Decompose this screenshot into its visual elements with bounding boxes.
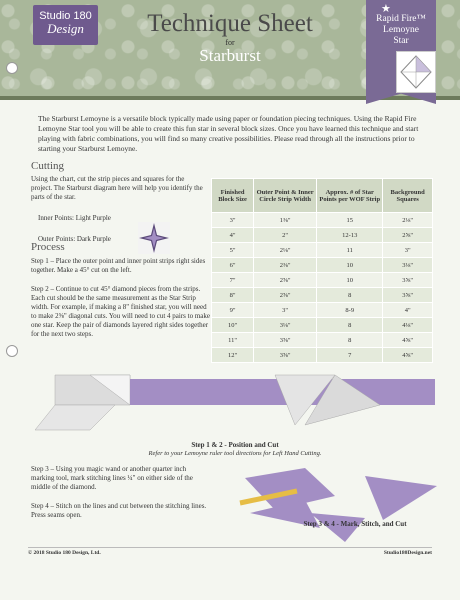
ribbon-label (366, 14, 436, 47)
legend-outer-points: Outer Points: Dark Purple (38, 235, 111, 243)
studio180-logo (33, 5, 98, 45)
ribbon-line2: Lemoyne (383, 25, 419, 35)
chart-cell: 3⅝" (383, 273, 433, 288)
chart-cell: 4" (383, 303, 433, 318)
logo-line1: Studio 180 (39, 10, 92, 22)
step-2-text: Step 2 – Continue to cut 45° diamond pieces from the strips. Each cut should be the same measurement as the Star Strip width. For example, if making a 8" finished star, you will need to make 2⅝" diagonal cuts. You will need to cut 4 pairs to make one star. Keep the pair of diamonds layered right sides together for the next two steps. (31, 285, 210, 338)
chart-row (212, 348, 433, 363)
chart-cell: 3⅝" (254, 333, 317, 348)
chart-header: Finished Block Size (212, 179, 254, 213)
logo-line2: Design (47, 21, 84, 36)
chart-cell: 10 (317, 258, 383, 273)
chart-cell: 9" (212, 303, 254, 318)
chart-cell: 8 (317, 318, 383, 333)
caption-left-hand-note: Refer to your Lemoyne ruler tool directions for Left Hand Cutting. (148, 450, 322, 457)
chart-row (212, 333, 433, 348)
diamond-pair (240, 468, 335, 510)
chart-cell: 2⅝" (254, 273, 317, 288)
chart-cell: 3⅛" (383, 258, 433, 273)
diamond-stitched (365, 476, 437, 520)
binder-hole-icon (6, 62, 18, 74)
chart-cell: 11" (212, 333, 254, 348)
for-label: for (225, 38, 235, 47)
chart-cell: 8 (317, 333, 383, 348)
chart-cell: 3" (254, 303, 317, 318)
chart-cell: 8" (212, 288, 254, 303)
chart-cell: 15 (317, 213, 383, 228)
chart-header: Approx. # of Star Points per WOF Strip (317, 179, 383, 213)
footer-copyright: © 2018 Studio 180 Design, Ltd. (28, 550, 101, 556)
chart-cell: 2" (254, 228, 317, 243)
cutting-chart (211, 178, 433, 363)
intro-paragraph: The Starburst Lemoyne is a versatile block typically made using paper or foundation piecing techniques. Using the Rapid Fire Lemoyne Star tool you will be able to create this fun star in several block sizes. Once you have learned this technique and start playing with fabric combinations, you will find so many creative possibilities. Please read through all the instructions prior to starting your Starburst Lemoyne. (38, 114, 419, 153)
chart-cell: 2⅝" (254, 288, 317, 303)
chart-row (212, 318, 433, 333)
chart-cell: 2⅜" (254, 258, 317, 273)
chart-cell: 4⅛" (383, 318, 433, 333)
process-heading: Process (31, 241, 65, 253)
binder-hole-icon (6, 345, 18, 357)
chart-header: Background Squares (383, 179, 433, 213)
ribbon-line3: Star (393, 36, 409, 46)
chart-cell: 3⅛" (254, 318, 317, 333)
chart-cell: 6" (212, 258, 254, 273)
step-3-4-illustration (225, 458, 440, 543)
chart-cell: 12-13 (317, 228, 383, 243)
chart-cell: 8-9 (317, 303, 383, 318)
chart-cell: 10" (212, 318, 254, 333)
chart-cell: 3⅝" (383, 288, 433, 303)
chart-cell: 3" (383, 243, 433, 258)
chart-cell: 2⅝" (383, 228, 433, 243)
chart-row (212, 258, 433, 273)
caption-step-1-2: Step 1 & 2 - Position and Cut (191, 441, 279, 449)
chart-row (212, 213, 433, 228)
page-title: Technique Sheet (147, 10, 313, 37)
chart-cell: 7 (317, 348, 383, 363)
chart-header-row (212, 179, 433, 213)
chart-cell: 5" (212, 243, 254, 258)
starburst-diagram (138, 222, 170, 254)
chart-cell: 7" (212, 273, 254, 288)
chart-cell: 3⅝" (254, 348, 317, 363)
chart-cell: 12" (212, 348, 254, 363)
star-icon: ★ (381, 3, 391, 15)
chart-cell: 2⅛" (383, 213, 433, 228)
ruler-cut-left (35, 375, 130, 430)
chart-cell: 4⅝" (383, 333, 433, 348)
chart-row (212, 243, 433, 258)
header-rule (0, 96, 460, 100)
step-3-text: Step 3 – Using you magic wand or another quarter inch marking tool, mark stitching lines ¼" on either side of the middle of the diamond. (31, 465, 193, 491)
ruler-tool-image (396, 51, 436, 93)
chart-cell: 4⅝" (383, 348, 433, 363)
step-4-text: Step 4 – Stitch on the lines and cut between the stitching lines. Press seams open. (31, 502, 207, 519)
chart-row (212, 273, 433, 288)
chart-cell: 11 (317, 243, 383, 258)
chart-cell: 2⅛" (254, 243, 317, 258)
caption-step-3-4: Step 3 & 4 - Mark, Stitch, and Cut (303, 520, 407, 528)
cutting-heading: Cutting (31, 160, 65, 172)
step-1-text: Step 1 – Place the outer point and inner point strips right sides together. Make a 45° cut on the left. (31, 257, 206, 274)
cutting-text: Using the chart, cut the strip pieces and squares for the project. The Starburst diagram here will help you identify the parts of the star. (31, 175, 203, 201)
chart-row (212, 228, 433, 243)
chart-cell: 1⅜" (254, 213, 317, 228)
footer-rule (28, 547, 432, 548)
chart-row (212, 288, 433, 303)
chart-cell: 8 (317, 288, 383, 303)
footer-website: Studio180Design.net (383, 550, 432, 556)
legend-inner-points: Inner Points: Light Purple (38, 214, 111, 222)
step-1-2-illustration (35, 365, 435, 440)
chart-row (212, 303, 433, 318)
chart-cell: 4" (212, 228, 254, 243)
chart-cell: 10 (317, 273, 383, 288)
page-subtitle: Starburst (199, 46, 261, 65)
chart-cell: 3" (212, 213, 254, 228)
chart-header: Outer Point & Inner Circle Strip Width (254, 179, 317, 213)
ribbon-line1: Rapid Fire™ (376, 14, 426, 24)
